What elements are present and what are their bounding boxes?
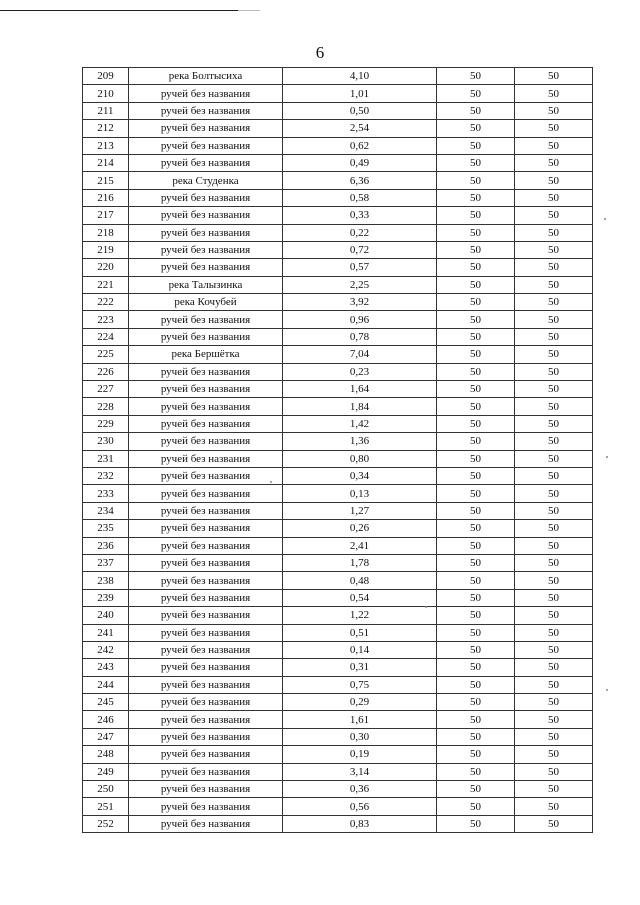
value-col5-cell: 50	[515, 467, 593, 484]
table-row	[83, 641, 593, 658]
value-col5-cell: 50	[515, 659, 593, 676]
value-col5-cell: 50	[515, 641, 593, 658]
value-col5-cell: 50	[515, 398, 593, 415]
length-cell: 0,31	[283, 659, 437, 676]
value-col4-cell: 50	[437, 467, 515, 484]
row-number-cell: 218	[83, 224, 129, 241]
value-col4-cell: 50	[437, 520, 515, 537]
value-col4-cell: 50	[437, 450, 515, 467]
length-cell: 3,14	[283, 763, 437, 780]
length-cell: 0,75	[283, 676, 437, 693]
value-col4-cell: 50	[437, 363, 515, 380]
value-col5-cell: 50	[515, 241, 593, 258]
table-row	[83, 433, 593, 450]
value-col5-cell: 50	[515, 415, 593, 432]
value-col5-cell: 50	[515, 259, 593, 276]
top-rule	[0, 10, 238, 11]
watercourse-name-cell: ручей без названия	[129, 572, 283, 589]
row-number-cell: 244	[83, 676, 129, 693]
row-number-cell: 230	[83, 433, 129, 450]
table-row	[83, 224, 593, 241]
length-cell: 0,80	[283, 450, 437, 467]
row-number-cell: 234	[83, 502, 129, 519]
row-number-cell: 239	[83, 589, 129, 606]
table-row	[83, 328, 593, 345]
watercourse-name-cell: ручей без названия	[129, 815, 283, 832]
row-number-cell: 219	[83, 241, 129, 258]
length-cell: 0,62	[283, 137, 437, 154]
row-number-cell: 252	[83, 815, 129, 832]
value-col4-cell: 50	[437, 694, 515, 711]
value-col4-cell: 50	[437, 728, 515, 745]
value-col5-cell: 50	[515, 502, 593, 519]
value-col5-cell: 50	[515, 207, 593, 224]
row-number-cell: 243	[83, 659, 129, 676]
value-col5-cell: 50	[515, 450, 593, 467]
table-row	[83, 746, 593, 763]
table-row	[83, 624, 593, 641]
watercourse-name-cell: ручей без названия	[129, 433, 283, 450]
value-col4-cell: 50	[437, 589, 515, 606]
watercourse-name-cell: река Болтысиха	[129, 68, 283, 85]
value-col5-cell: 50	[515, 137, 593, 154]
table-row	[83, 798, 593, 815]
value-col4-cell: 50	[437, 415, 515, 432]
watercourse-name-cell: ручей без названия	[129, 311, 283, 328]
length-cell: 1,78	[283, 554, 437, 571]
watercourse-name-cell: река Талызинка	[129, 276, 283, 293]
watercourse-name-cell: ручей без названия	[129, 137, 283, 154]
table-row	[83, 450, 593, 467]
value-col5-cell: 50	[515, 676, 593, 693]
row-number-cell: 210	[83, 85, 129, 102]
row-number-cell: 241	[83, 624, 129, 641]
value-col4-cell: 50	[437, 624, 515, 641]
row-number-cell: 214	[83, 154, 129, 171]
table-row	[83, 68, 593, 85]
value-col4-cell: 50	[437, 433, 515, 450]
length-cell: 0,30	[283, 728, 437, 745]
value-col5-cell: 50	[515, 624, 593, 641]
value-col4-cell: 50	[437, 85, 515, 102]
scan-speck	[606, 456, 608, 458]
row-number-cell: 217	[83, 207, 129, 224]
value-col5-cell: 50	[515, 224, 593, 241]
row-number-cell: 215	[83, 172, 129, 189]
value-col4-cell: 50	[437, 328, 515, 345]
length-cell: 1,84	[283, 398, 437, 415]
value-col5-cell: 50	[515, 276, 593, 293]
row-number-cell: 235	[83, 520, 129, 537]
value-col5-cell: 50	[515, 537, 593, 554]
table-row	[83, 85, 593, 102]
row-number-cell: 209	[83, 68, 129, 85]
table-row	[83, 659, 593, 676]
length-cell: 0,54	[283, 589, 437, 606]
value-col4-cell: 50	[437, 120, 515, 137]
value-col4-cell: 50	[437, 102, 515, 119]
table-row	[83, 294, 593, 311]
row-number-cell: 233	[83, 485, 129, 502]
length-cell: 0,33	[283, 207, 437, 224]
table-row	[83, 607, 593, 624]
value-col5-cell: 50	[515, 746, 593, 763]
value-col5-cell: 50	[515, 120, 593, 137]
value-col5-cell: 50	[515, 85, 593, 102]
value-col5-cell: 50	[515, 815, 593, 832]
row-number-cell: 222	[83, 294, 129, 311]
table-row	[83, 728, 593, 745]
length-cell: 0,34	[283, 467, 437, 484]
row-number-cell: 216	[83, 189, 129, 206]
table-row	[83, 763, 593, 780]
watercourse-name-cell: ручей без названия	[129, 746, 283, 763]
row-number-cell: 231	[83, 450, 129, 467]
row-number-cell: 248	[83, 746, 129, 763]
table-body	[83, 68, 593, 833]
row-number-cell: 225	[83, 346, 129, 363]
value-col4-cell: 50	[437, 815, 515, 832]
row-number-cell: 229	[83, 415, 129, 432]
value-col5-cell: 50	[515, 328, 593, 345]
value-col5-cell: 50	[515, 311, 593, 328]
watercourse-name-cell: ручей без названия	[129, 537, 283, 554]
watercourse-name-cell: ручей без названия	[129, 607, 283, 624]
length-cell: 0,96	[283, 311, 437, 328]
length-cell: 0,26	[283, 520, 437, 537]
value-col4-cell: 50	[437, 763, 515, 780]
row-number-cell: 213	[83, 137, 129, 154]
watercourse-name-cell: ручей без названия	[129, 502, 283, 519]
value-col4-cell: 50	[437, 641, 515, 658]
length-cell: 2,54	[283, 120, 437, 137]
length-cell: 0,58	[283, 189, 437, 206]
row-number-cell: 211	[83, 102, 129, 119]
value-col4-cell: 50	[437, 381, 515, 398]
value-col4-cell: 50	[437, 781, 515, 798]
length-cell: 0,13	[283, 485, 437, 502]
row-number-cell: 240	[83, 607, 129, 624]
value-col4-cell: 50	[437, 711, 515, 728]
scan-speck	[604, 218, 606, 220]
table-row	[83, 485, 593, 502]
watercourse-name-cell: ручей без названия	[129, 259, 283, 276]
value-col4-cell: 50	[437, 154, 515, 171]
value-col4-cell: 50	[437, 398, 515, 415]
watercourse-name-cell: ручей без названия	[129, 554, 283, 571]
length-cell: 6,36	[283, 172, 437, 189]
value-col4-cell: 50	[437, 485, 515, 502]
value-col5-cell: 50	[515, 763, 593, 780]
value-col4-cell: 50	[437, 311, 515, 328]
row-number-cell: 237	[83, 554, 129, 571]
watercourse-name-cell: ручей без названия	[129, 328, 283, 345]
row-number-cell: 236	[83, 537, 129, 554]
value-col4-cell: 50	[437, 68, 515, 85]
value-col4-cell: 50	[437, 798, 515, 815]
watercourse-name-cell: ручей без названия	[129, 224, 283, 241]
value-col4-cell: 50	[437, 276, 515, 293]
value-col4-cell: 50	[437, 746, 515, 763]
length-cell: 0,72	[283, 241, 437, 258]
value-col4-cell: 50	[437, 676, 515, 693]
value-col4-cell: 50	[437, 659, 515, 676]
value-col4-cell: 50	[437, 346, 515, 363]
length-cell: 0,78	[283, 328, 437, 345]
value-col4-cell: 50	[437, 294, 515, 311]
row-number-cell: 223	[83, 311, 129, 328]
length-cell: 0,29	[283, 694, 437, 711]
value-col5-cell: 50	[515, 798, 593, 815]
row-number-cell: 245	[83, 694, 129, 711]
value-col5-cell: 50	[515, 554, 593, 571]
length-cell: 1,27	[283, 502, 437, 519]
watercourse-name-cell: ручей без названия	[129, 85, 283, 102]
value-col5-cell: 50	[515, 728, 593, 745]
length-cell: 1,61	[283, 711, 437, 728]
length-cell: 0,19	[283, 746, 437, 763]
watercourse-name-cell: ручей без названия	[129, 798, 283, 815]
watercourse-name-cell: ручей без названия	[129, 641, 283, 658]
table-row	[83, 172, 593, 189]
value-col4-cell: 50	[437, 502, 515, 519]
table-row	[83, 276, 593, 293]
watercourse-name-cell: ручей без названия	[129, 207, 283, 224]
scan-speck	[270, 481, 272, 483]
watercourse-name-cell: ручей без названия	[129, 485, 283, 502]
value-col4-cell: 50	[437, 189, 515, 206]
watercourse-name-cell: ручей без названия	[129, 415, 283, 432]
value-col4-cell: 50	[437, 241, 515, 258]
value-col4-cell: 50	[437, 207, 515, 224]
row-number-cell: 232	[83, 467, 129, 484]
length-cell: 2,25	[283, 276, 437, 293]
table-row	[83, 554, 593, 571]
value-col5-cell: 50	[515, 189, 593, 206]
value-col5-cell: 50	[515, 694, 593, 711]
length-cell: 1,64	[283, 381, 437, 398]
row-number-cell: 228	[83, 398, 129, 415]
length-cell: 0,83	[283, 815, 437, 832]
value-col5-cell: 50	[515, 154, 593, 171]
table-row	[83, 415, 593, 432]
table-row	[83, 381, 593, 398]
length-cell: 0,23	[283, 363, 437, 380]
watercourse-name-cell: река Кочубей	[129, 294, 283, 311]
row-number-cell: 250	[83, 781, 129, 798]
length-cell: 1,01	[283, 85, 437, 102]
watercourse-name-cell: ручей без названия	[129, 102, 283, 119]
length-cell: 1,42	[283, 415, 437, 432]
length-cell: 1,22	[283, 607, 437, 624]
table-row	[83, 572, 593, 589]
table-row	[83, 346, 593, 363]
value-col5-cell: 50	[515, 172, 593, 189]
value-col4-cell: 50	[437, 224, 515, 241]
row-number-cell: 226	[83, 363, 129, 380]
row-number-cell: 242	[83, 641, 129, 658]
table-row	[83, 398, 593, 415]
table-row	[83, 676, 593, 693]
watercourse-name-cell: ручей без названия	[129, 398, 283, 415]
table-row	[83, 207, 593, 224]
value-col5-cell: 50	[515, 589, 593, 606]
value-col4-cell: 50	[437, 172, 515, 189]
watercourse-name-cell: ручей без названия	[129, 694, 283, 711]
row-number-cell: 251	[83, 798, 129, 815]
value-col5-cell: 50	[515, 572, 593, 589]
table-row	[83, 311, 593, 328]
watercourse-name-cell: ручей без названия	[129, 120, 283, 137]
value-col5-cell: 50	[515, 607, 593, 624]
value-col4-cell: 50	[437, 607, 515, 624]
watercourse-name-cell: ручей без названия	[129, 467, 283, 484]
watercourse-name-cell: ручей без названия	[129, 241, 283, 258]
watercourse-name-cell: ручей без названия	[129, 589, 283, 606]
table-row	[83, 259, 593, 276]
table-row	[83, 711, 593, 728]
value-col5-cell: 50	[515, 294, 593, 311]
row-number-cell: 220	[83, 259, 129, 276]
watercourse-name-cell: ручей без названия	[129, 781, 283, 798]
table-row	[83, 137, 593, 154]
table-row	[83, 589, 593, 606]
length-cell: 2,41	[283, 537, 437, 554]
watercourse-name-cell: ручей без названия	[129, 728, 283, 745]
table-row	[83, 154, 593, 171]
value-col4-cell: 50	[437, 537, 515, 554]
length-cell: 3,92	[283, 294, 437, 311]
value-col4-cell: 50	[437, 137, 515, 154]
watercourse-name-cell: ручей без названия	[129, 154, 283, 171]
watercourse-name-cell: ручей без названия	[129, 381, 283, 398]
row-number-cell: 227	[83, 381, 129, 398]
value-col5-cell: 50	[515, 102, 593, 119]
table-row	[83, 189, 593, 206]
value-col5-cell: 50	[515, 381, 593, 398]
table-row	[83, 537, 593, 554]
watercourse-name-cell: ручей без названия	[129, 520, 283, 537]
length-cell: 0,36	[283, 781, 437, 798]
value-col5-cell: 50	[515, 781, 593, 798]
length-cell: 0,49	[283, 154, 437, 171]
watercourse-name-cell: ручей без названия	[129, 624, 283, 641]
table-row	[83, 502, 593, 519]
row-number-cell: 238	[83, 572, 129, 589]
length-cell: 4,10	[283, 68, 437, 85]
value-col5-cell: 50	[515, 485, 593, 502]
value-col4-cell: 50	[437, 572, 515, 589]
length-cell: 0,56	[283, 798, 437, 815]
watercourse-name-cell: ручей без названия	[129, 763, 283, 780]
table-row	[83, 694, 593, 711]
length-cell: 7,04	[283, 346, 437, 363]
row-number-cell: 247	[83, 728, 129, 745]
value-col5-cell: 50	[515, 68, 593, 85]
top-rule-faint	[238, 10, 260, 11]
scan-speck	[425, 606, 427, 608]
length-cell: 0,50	[283, 102, 437, 119]
value-col5-cell: 50	[515, 520, 593, 537]
watercourse-name-cell: река Студенка	[129, 172, 283, 189]
table-row	[83, 467, 593, 484]
watercourse-name-cell: ручей без названия	[129, 450, 283, 467]
table-row	[83, 520, 593, 537]
length-cell: 0,57	[283, 259, 437, 276]
watercourse-name-cell: ручей без названия	[129, 363, 283, 380]
table-row	[83, 815, 593, 832]
row-number-cell: 212	[83, 120, 129, 137]
value-col4-cell: 50	[437, 554, 515, 571]
watercourse-name-cell: река Бершётка	[129, 346, 283, 363]
value-col5-cell: 50	[515, 711, 593, 728]
row-number-cell: 249	[83, 763, 129, 780]
table-row	[83, 781, 593, 798]
row-number-cell: 246	[83, 711, 129, 728]
value-col5-cell: 50	[515, 346, 593, 363]
length-cell: 0,22	[283, 224, 437, 241]
table-row	[83, 102, 593, 119]
table-row	[83, 363, 593, 380]
data-table	[82, 67, 593, 833]
length-cell: 0,48	[283, 572, 437, 589]
row-number-cell: 224	[83, 328, 129, 345]
table-row	[83, 241, 593, 258]
watercourse-name-cell: ручей без названия	[129, 189, 283, 206]
table-row	[83, 120, 593, 137]
value-col5-cell: 50	[515, 363, 593, 380]
row-number-cell: 221	[83, 276, 129, 293]
length-cell: 0,14	[283, 641, 437, 658]
scan-speck	[606, 689, 608, 691]
watercourse-name-cell: ручей без названия	[129, 676, 283, 693]
page-number: 6	[315, 43, 325, 62]
value-col4-cell: 50	[437, 259, 515, 276]
watercourse-name-cell: ручей без названия	[129, 659, 283, 676]
length-cell: 0,51	[283, 624, 437, 641]
value-col5-cell: 50	[515, 433, 593, 450]
length-cell: 1,36	[283, 433, 437, 450]
watercourse-name-cell: ручей без названия	[129, 711, 283, 728]
